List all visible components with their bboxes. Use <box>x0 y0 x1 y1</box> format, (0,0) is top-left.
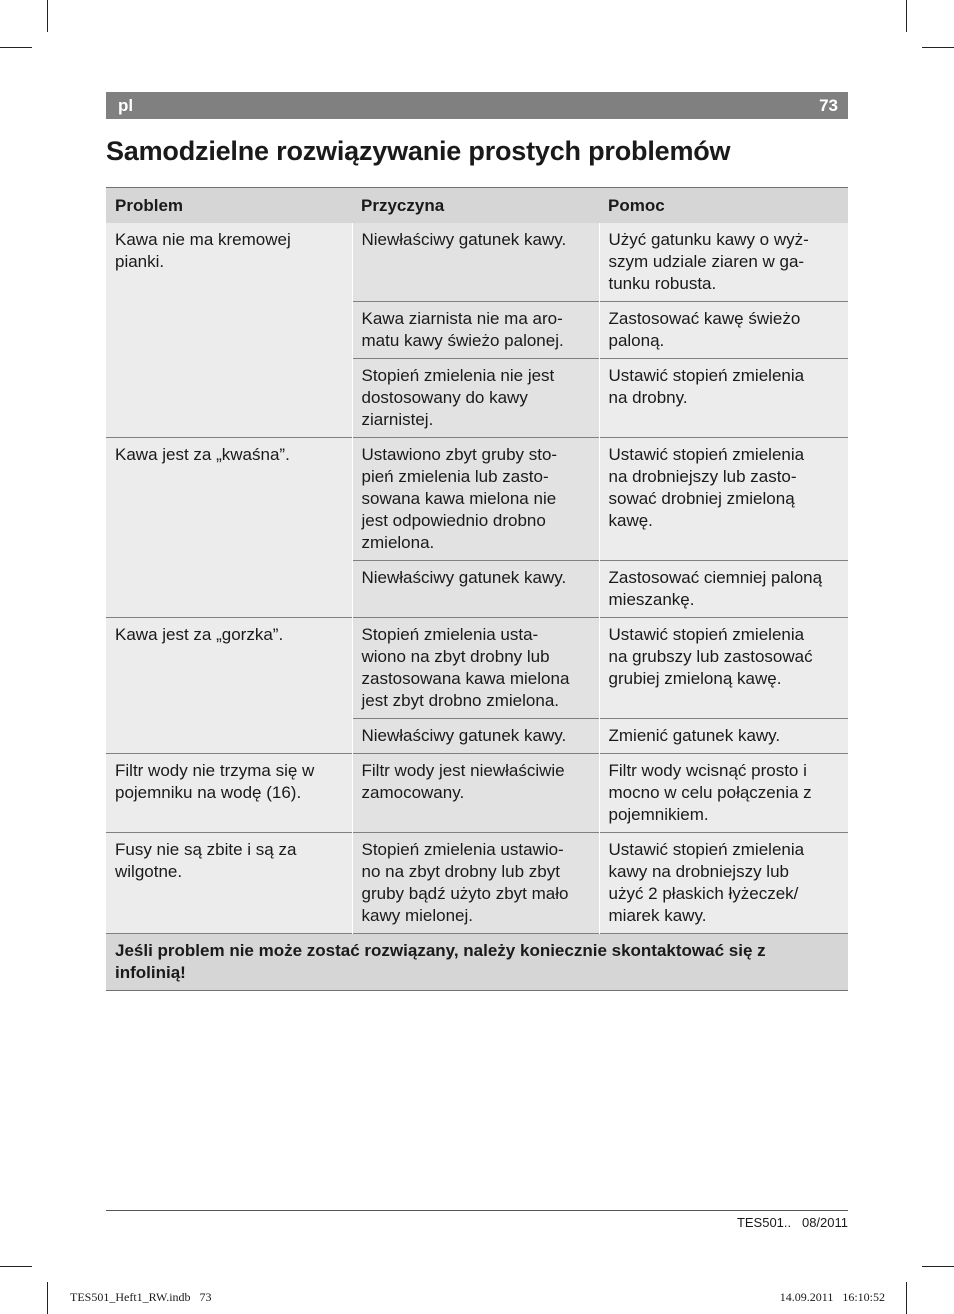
cause-cell-line: Niewłaściwy gatunek kawy. <box>361 568 567 587</box>
remedy-cell-line: Filtr wody wcisnąć prosto i <box>608 761 807 780</box>
cause-cell-line: Stopień zmielenia ustawio- <box>361 840 564 859</box>
page-number: 73 <box>819 95 838 115</box>
cause-cell-line: zamocowany. <box>361 783 465 802</box>
cause-cell-line: Ustawiono zbyt gruby sto- <box>361 445 558 464</box>
column-header-cause: Przyczyna <box>352 188 599 224</box>
problem-cell-line: wilgotne. <box>115 862 183 881</box>
table-row <box>106 223 848 302</box>
remedy-cell <box>599 719 848 754</box>
cause-cell <box>352 754 599 833</box>
remedy-cell-line: Ustawić stopień zmielenia <box>608 625 805 644</box>
remedy-cell-line: Zastosować ciemniej paloną <box>608 568 823 587</box>
table-body <box>106 223 848 934</box>
page-title: Samodzielne rozwiązywanie prostych problemów <box>106 136 731 166</box>
contact-note <box>106 934 848 991</box>
remedy-cell-line: na drobniejszy lub zasto- <box>608 467 797 486</box>
problem-cell-line: Kawa jest za „gorzka”. <box>115 625 284 644</box>
remedy-cell-line: Użyć gatunku kawy o wyż- <box>608 230 809 249</box>
footer-rule <box>106 1210 848 1211</box>
remedy-cell-line: Ustawić stopień zmielenia <box>608 840 805 859</box>
note-line: Jeśli problem nie może zostać rozwiązany, należy koniecznie skontaktować się z <box>115 941 766 960</box>
remedy-cell-line: na drobny. <box>608 388 688 407</box>
cause-cell-line: dostosowany do kawy <box>361 388 528 407</box>
remedy-cell <box>599 302 848 359</box>
table-header-row <box>106 188 848 224</box>
cause-cell <box>352 223 599 302</box>
remedy-cell-line: pojemnikiem. <box>608 805 709 824</box>
remedy-cell <box>599 618 848 719</box>
cause-cell-line: pień zmielenia lub zasto- <box>361 467 549 486</box>
cause-cell-line: sowana kawa mielona nie <box>361 489 557 508</box>
problem-cell <box>106 618 352 754</box>
problem-cell-line: pojemniku na wodę (16). <box>115 783 302 802</box>
remedy-cell-line: mocno w celu połączenia z <box>608 783 812 802</box>
cause-cell-line: jest zbyt drobno zmielona. <box>361 691 559 710</box>
remedy-cell <box>599 223 848 302</box>
remedy-cell-line: Ustawić stopień zmielenia <box>608 366 805 385</box>
cause-cell-line: zastosowana kawa mielona <box>361 669 570 688</box>
remedy-cell-line: paloną. <box>608 331 665 350</box>
cause-cell <box>352 302 599 359</box>
print-slug-file: TES501_Heft1_RW.indb 73 <box>70 1290 212 1304</box>
crop-mark <box>0 1266 32 1267</box>
remedy-cell-line: na grubszy lub zastosować <box>608 647 813 666</box>
cause-cell-line: ziarnistej. <box>361 410 434 429</box>
problem-cell-line: Filtr wody nie trzyma się w <box>115 761 315 780</box>
remedy-cell <box>599 754 848 833</box>
cause-cell <box>352 833 599 934</box>
crop-mark <box>906 0 907 32</box>
cause-cell <box>352 438 599 561</box>
language-code: pl <box>118 95 134 115</box>
cause-cell <box>352 359 599 438</box>
problem-cell <box>106 223 352 438</box>
page-header-bar <box>106 92 848 119</box>
problem-cell-line: Kawa nie ma kremowej <box>115 230 291 249</box>
crop-mark <box>0 47 32 48</box>
table-row <box>106 618 848 719</box>
remedy-cell-line: kawy na drobniejszy lub <box>608 862 789 881</box>
problem-cell-line: Fusy nie są zbite i są za <box>115 840 297 859</box>
problem-cell <box>106 833 352 934</box>
table-row <box>106 754 848 833</box>
problem-cell <box>106 438 352 618</box>
cause-cell-line: zmielona. <box>361 533 435 552</box>
remedy-cell-line: kawę. <box>608 511 653 530</box>
remedy-cell <box>599 359 848 438</box>
cause-cell-line: Niewłaściwy gatunek kawy. <box>361 230 567 249</box>
remedy-cell <box>599 561 848 618</box>
troubleshooting-table <box>106 187 848 991</box>
cause-cell <box>352 719 599 754</box>
remedy-cell <box>599 833 848 934</box>
remedy-cell-line: Zastosować kawę świeżo <box>608 309 801 328</box>
cause-cell-line: jest odpowiednio drobno <box>361 511 546 530</box>
remedy-cell-line: Ustawić stopień zmielenia <box>608 445 805 464</box>
remedy-cell-line: szym udziale ziaren w ga- <box>608 252 805 271</box>
contact-note-row <box>106 934 848 991</box>
column-header-problem: Problem <box>106 188 352 224</box>
cause-cell-line: Stopień zmielenia nie jest <box>361 366 555 385</box>
cause-cell-line: matu kawy świeżo palonej. <box>361 331 564 350</box>
remedy-cell-line: sować drobniej zmieloną <box>608 489 795 508</box>
cause-cell-line: Filtr wody jest niewłaściwie <box>361 761 565 780</box>
cause-cell-line: Niewłaściwy gatunek kawy. <box>361 726 567 745</box>
cause-cell-line: Kawa ziarnista nie ma aro- <box>361 309 563 328</box>
crop-mark <box>47 0 48 32</box>
remedy-cell-line: mieszankę. <box>608 590 695 609</box>
cause-cell-line: kawy mielonej. <box>361 906 473 925</box>
remedy-cell-line: miarek kawy. <box>608 906 707 925</box>
problem-cell <box>106 754 352 833</box>
remedy-cell-line: tunku robusta. <box>608 274 717 293</box>
crop-mark <box>922 47 954 48</box>
problem-cell-line: pianki. <box>115 252 165 271</box>
crop-mark <box>906 1282 907 1314</box>
crop-mark <box>922 1266 954 1267</box>
table-row <box>106 438 848 561</box>
remedy-cell <box>599 438 848 561</box>
cause-cell-line: gruby bądź użyto zbyt mało <box>361 884 569 903</box>
column-header-remedy: Pomoc <box>599 188 848 224</box>
table-row <box>106 833 848 934</box>
cause-cell-line: wiono na zbyt drobny lub <box>361 647 550 666</box>
remedy-cell-line: grubiej zmieloną kawę. <box>608 669 782 688</box>
remedy-cell-line: użyć 2 płaskich łyżeczek/ <box>608 884 799 903</box>
note-line: infolinią! <box>115 963 186 982</box>
remedy-cell-line: Zmienić gatunek kawy. <box>608 726 781 745</box>
cause-cell <box>352 618 599 719</box>
cause-cell-line: no na zbyt drobny lub zbyt <box>361 862 560 881</box>
print-slug-timestamp: 14.09.2011 16:10:52 <box>779 1290 885 1304</box>
cause-cell <box>352 561 599 618</box>
crop-mark <box>47 1282 48 1314</box>
cause-cell-line: Stopień zmielenia usta- <box>361 625 539 644</box>
problem-cell-line: Kawa jest za „kwaśna”. <box>115 445 290 464</box>
footer-model-date: TES501.. 08/2011 <box>736 1215 848 1230</box>
